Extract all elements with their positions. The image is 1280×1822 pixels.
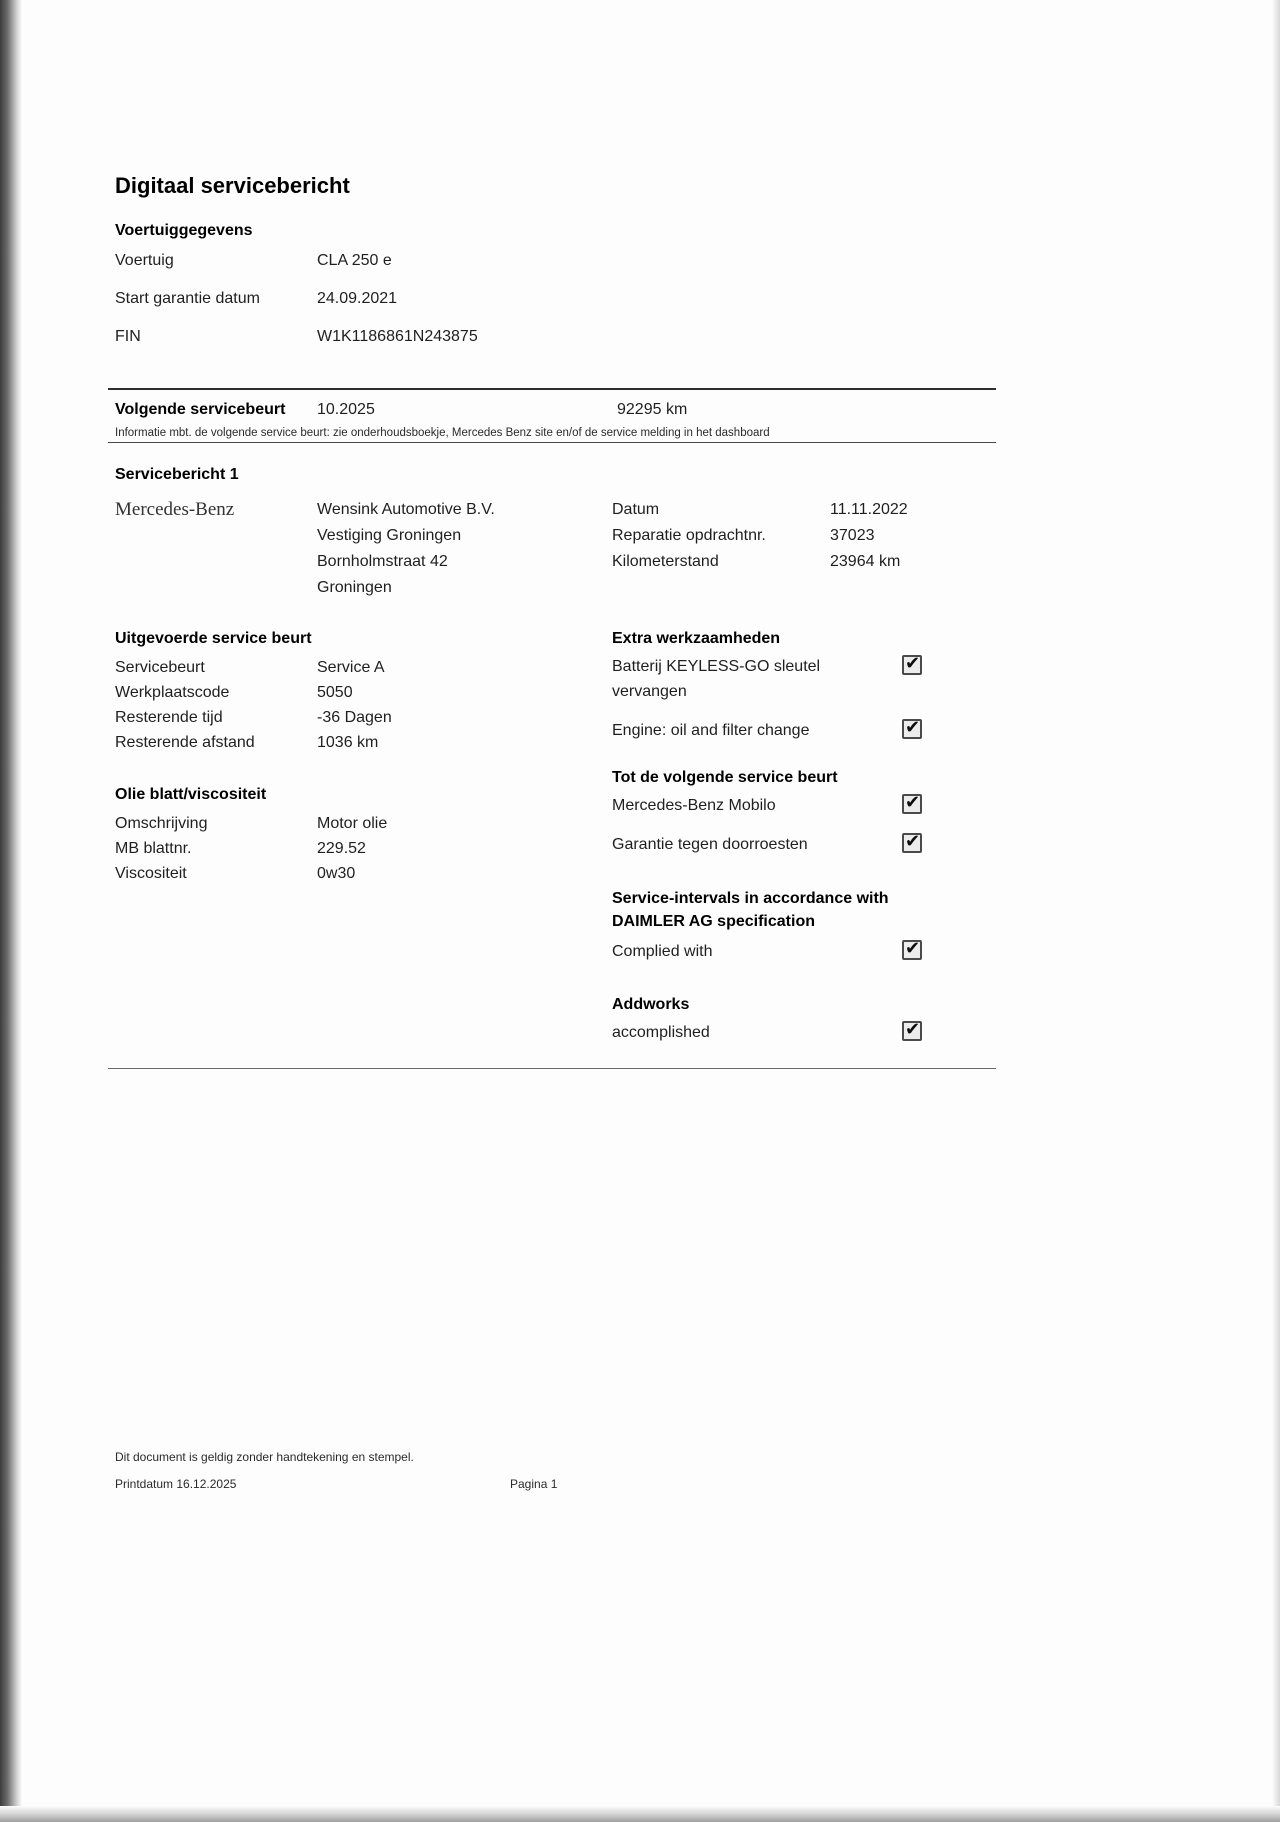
field-value: -36 Dagen [317,709,392,726]
performed-row [115,706,575,729]
vehicle-row [115,249,635,272]
performed-row [115,656,575,679]
field-label: MB blattnr. [115,840,192,857]
check-item-label: Engine: oil and filter change [612,722,810,739]
field-label: Servicebeurt [115,659,205,676]
check-item-label: Batterij KEYLESS-GO sleutel vervangen [612,658,821,700]
extra-work-item [612,654,922,704]
field-value: Motor olie [317,815,388,832]
next-service-heading: Volgende servicebeurt [115,401,286,418]
intervals-item [612,939,922,964]
field-value: 24.09.2021 [317,290,398,307]
next-service-note: Informatie mbt. de volgende service beurt: zie onderhoudsboekje, Mercedes Benz site en/of de service melding in het dashboard [115,427,770,439]
field-label: Reparatie opdrachtnr. [612,527,766,544]
field-value: W1K1186861N243875 [317,328,478,345]
vehicle-row [115,287,635,310]
report-meta-block [612,497,942,575]
addworks-item [612,1020,922,1045]
checkbox-checked-icon[interactable] [902,940,922,960]
field-value: 11.11.2022 [830,501,908,518]
field-value: 37023 [830,527,875,544]
scan-edge-bottom [0,1806,1280,1822]
field-label: Werkplaatscode [115,684,230,701]
vehicle-section [115,249,635,363]
field-value: 23964 km [830,553,901,570]
divider [108,388,996,390]
field-value: 1036 km [317,734,379,751]
next-service-section [115,398,995,439]
dealer-line: Groningen [317,579,392,596]
oil-heading: Olie blatt/viscositeit [115,786,267,803]
divider [108,442,996,443]
field-value: 0w30 [317,865,356,882]
field-label: Datum [612,501,660,518]
meta-row [612,523,942,549]
field-label: Resterende tijd [115,709,223,726]
vehicle-row [115,325,635,348]
field-value: Service A [317,659,385,676]
checkbox-checked-icon[interactable] [902,794,922,814]
field-label: Kilometerstand [612,553,719,570]
oil-row [115,812,575,835]
dealer-line: Vestiging Groningen [317,527,462,544]
dealer-line: Bornholmstraat 42 [317,553,448,570]
next-service-date: 10.2025 [317,401,375,418]
check-item-label: Garantie tegen doorroesten [612,836,808,853]
page-number: Pagina 1 [510,1477,558,1491]
until-next-item [612,793,922,818]
field-label: FIN [115,328,141,345]
field-label: Resterende afstand [115,734,255,751]
performed-service-section [115,630,575,756]
checkbox-checked-icon[interactable] [902,833,922,853]
field-value: 229.52 [317,840,366,857]
intervals-heading: Service-intervals in accordance with DAIMLER AG specification [612,890,889,930]
checkbox-checked-icon[interactable] [902,719,922,739]
scan-edge-right [1272,0,1280,1822]
extra-work-heading: Extra werkzaamheden [612,630,781,647]
dealer-address-block [317,497,597,601]
oil-row [115,837,575,860]
field-label: Voertuig [115,252,174,269]
print-date: Printdatum 16.12.2025 [115,1477,237,1491]
field-label: Viscositeit [115,865,187,882]
performed-row [115,681,575,704]
field-value: 5050 [317,684,353,701]
next-service-distance: 92295 km [617,401,688,418]
until-next-heading: Tot de volgende service beurt [612,769,838,786]
performed-row [115,731,575,754]
scan-edge-left [0,0,22,1822]
validity-note: Dit document is geldig zonder handtekening en stempel. [115,1450,414,1464]
meta-row [612,497,942,523]
performed-heading: Uitgevoerde service beurt [115,630,312,647]
report-heading: Servicebericht 1 [115,466,239,483]
right-column [612,630,922,1059]
check-item-label: accomplished [612,1024,710,1041]
mercedes-benz-wordmark: Mercedes-Benz [115,499,235,520]
field-label: Omschrijving [115,815,208,832]
check-item-label: Mercedes-Benz Mobilo [612,797,776,814]
oil-section [115,786,575,887]
addworks-heading: Addworks [612,996,690,1013]
check-item-label: Complied with [612,943,713,960]
document-title: Digitaal servicebericht [115,173,350,198]
checkbox-checked-icon[interactable] [902,655,922,675]
field-value: CLA 250 e [317,252,392,269]
divider [108,1068,996,1069]
oil-row [115,862,575,885]
meta-row [612,549,942,575]
dealer-line: Wensink Automotive B.V. [317,501,495,518]
extra-work-item [612,718,922,743]
checkbox-checked-icon[interactable] [902,1021,922,1041]
vehicle-section-heading: Voertuiggegevens [115,222,253,239]
until-next-item [612,832,922,857]
field-label: Start garantie datum [115,290,260,307]
